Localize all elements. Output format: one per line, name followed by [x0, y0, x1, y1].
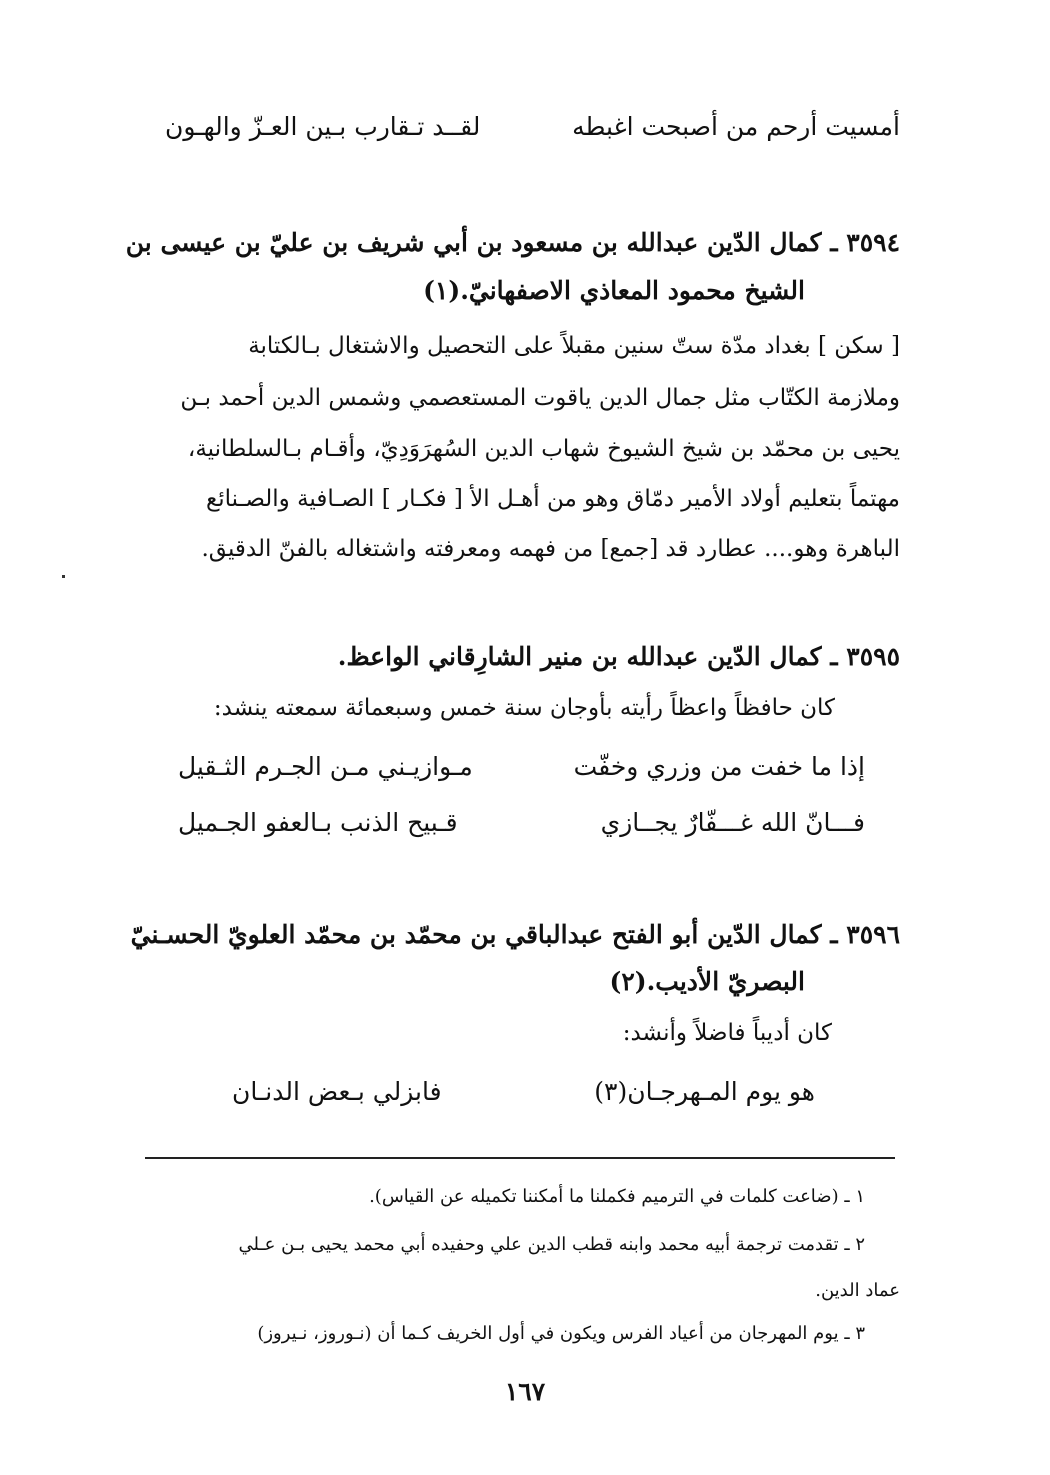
entry-3594-heading-line1: ٣٥٩٤ ـ كمال الدّين عبدالله بن مسعود بن أبي شريف بن عليّ بن عيسى بن — [125, 228, 900, 257]
footnote-2-continued: عماد الدين. — [815, 1280, 900, 1301]
entry-3596-verse-right: هو يوم المـهرجـان(٣) — [594, 1077, 815, 1106]
entry-3594-body-line3: يحيى بن محمّد بن شيخ الشيوخ شهاب الدين السُهرَوَدِيّ، وأقـام بـالسلطانية، — [187, 436, 900, 462]
top-verse-left: لقــد تـقارب بـين العـزّ والهـون — [165, 112, 481, 141]
entry-3595-verse1-right: إذا ما خفت من وزري وخفّت — [573, 752, 865, 781]
entry-3595-verse1-left: مـوازيـني مـن الجـرم الثـقيل — [178, 752, 473, 781]
entry-3594-heading-line2: الشيخ محمود المعاذي الاصفهانيّ.(١) — [423, 276, 805, 305]
footnote-separator — [145, 1157, 895, 1159]
top-verse-right: أمسيت أرحم من أصبحت اغبطه — [572, 112, 900, 141]
entry-3596-body: كان أديباً فاضلاً وأنشد: — [622, 1020, 832, 1046]
entry-3595-body: كان حافظاً واعظاً رأيته بأوجان سنة خمس وسبعمائة سمعته ينشد: — [213, 695, 835, 721]
footnote-2: ٢ ـ تقدمت ترجمة أبيه محمد وابنه قطب الدين علي وحفيده أبي محمد يحيى بـن عـلي — [238, 1234, 865, 1255]
entry-3596-heading-line2: البصريّ الأديب.(٢) — [609, 967, 805, 996]
footnote-1: ١ ـ (ضاعت كلمات في الترميم فكملنا ما أمكننا تكميله عن القياس). — [369, 1186, 865, 1207]
page-number: ١٦٧ — [504, 1377, 546, 1406]
entry-3594-body-line5: الباهرة وهو.... عطارد قد [جمع] من فهمه ومعرفته واشتغاله بالفنّ الدقيق. — [201, 536, 900, 562]
entry-3595-heading: ٣٥٩٥ ـ كمال الدّين عبدالله بن منير الشارِقاني الواعظ. — [337, 642, 900, 671]
footnote-3: ٣ ـ يوم المهرجان من أعياد الفرس ويكون في أول الخريف كـما أن (نـوروز، نـيروز) — [257, 1323, 865, 1344]
entry-3595-verse2-left: قـبيح الذنب بـالعفو الجـميل — [178, 808, 458, 837]
entry-3594-body-line4: مهتماً بتعليم أولاد الأمير دمّاق وهو من أهـل الأ [ فكـار ] الصـافية والصـنائع — [206, 486, 900, 512]
entry-3594-body-line1: [ سكن ] بغداد مدّة ستّ سنين مقبلاً على التحصيل والاشتغال بـالكتابة — [248, 333, 900, 359]
entry-3595-verse2-right: فـــانّ الله غـــفّارٌ يجــازي — [600, 808, 865, 837]
entry-3594-body-line2: وملازمة الكتّاب مثل جمال الدين ياقوت المستعصمي وشمس الدين أحمد بـن — [180, 385, 900, 411]
stray-ink-mark — [62, 575, 65, 578]
entry-3596-heading-line1: ٣٥٩٦ ـ كمال الدّين أبو الفتح عبدالباقي بن محمّد بن محمّد العلويّ الحسـنيّ — [130, 920, 900, 949]
entry-3596-verse-left: فابزلي بـعض الدنـان — [232, 1077, 442, 1106]
